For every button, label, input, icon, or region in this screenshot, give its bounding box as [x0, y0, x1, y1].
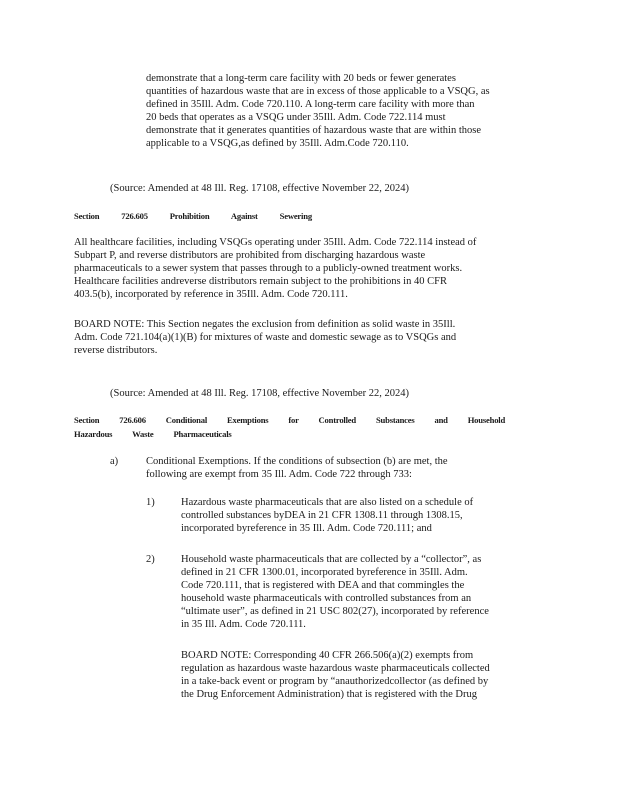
- text-line: pharmaceuticals to a sewer system that passes through to a publicly-owned treatment works.: [74, 262, 463, 274]
- section-heading: Section 726.605 Prohibition Against Sewering: [74, 211, 312, 221]
- board-note: [74, 319, 540, 358]
- text-line: Healthcare facilities andreverse distributors remain subject to the prohibitions in 40 CFR: [74, 275, 447, 287]
- text-line: reverse distributors.: [74, 344, 158, 356]
- text-line: regulation as hazardous waste hazardous waste pharmaceuticals collected: [181, 662, 490, 674]
- text-line: All healthcare facilities, including VSQGs operating under 35Ill. Adm. Code 722.114 instead of: [74, 237, 477, 248]
- text-line: Code 720.111, that is registered with DEA and that commingles the: [181, 579, 465, 591]
- text-line: following are exempt from 35 Ill. Adm. Code 722 through 733:: [146, 468, 412, 480]
- board-note: [181, 650, 541, 702]
- text-line: incorporated byreference in 35 Ill. Adm. Code 720.111; and: [181, 522, 432, 534]
- item-2-text: [181, 554, 541, 631]
- section-paragraph: [74, 237, 540, 302]
- text-line: demonstrate that it generates quantities of hazardous waste that are within those: [146, 124, 482, 136]
- text-line: controlled substances byDEA in 21 CFR 1308.11 through 1308.15,: [181, 509, 463, 521]
- item-label-1: 1): [146, 497, 155, 508]
- text-line: BOARD NOTE: Corresponding 40 CFR 266.506(a)(2) exempts from: [181, 650, 474, 661]
- text-line: Adm. Code 721.104(a)(1)(B) for mixtures of waste and domestic sewage as to VSQGs and: [74, 331, 457, 343]
- text-line: household waste pharmaceuticals with controlled substances from an: [181, 592, 472, 604]
- text-line: Subpart P, and reverse distributors are prohibited from discharging hazardous waste: [74, 249, 426, 261]
- text-line: 403.5(b), incorporated by reference in 35Ill. Adm. Code 720.111.: [74, 288, 348, 300]
- text-line: Conditional Exemptions. If the conditions of subsection (b) are met, the: [146, 456, 448, 467]
- text-line: in 35 Ill. Adm. Code 720.111.: [181, 618, 306, 630]
- source-note: (Source: Amended at 48 Ill. Reg. 17108, effective November 22, 2024): [110, 388, 409, 399]
- text-line: the Drug Enforcement Administration) that is registered with the Drug: [181, 688, 477, 700]
- text-line: quantities of hazardous waste that are in excess of those applicable to a VSQG, as: [146, 85, 490, 97]
- text-line: defined in 21 CFR 1300.01, incorporated byreference in 35Ill. Adm.: [181, 566, 468, 578]
- text-line: demonstrate that a long-term care facility with 20 beds or fewer generates: [146, 73, 456, 84]
- item-label-2: 2): [146, 554, 155, 565]
- item-label-a: a): [110, 456, 119, 467]
- source-note: (Source: Amended at 48 Ill. Reg. 17108, effective November 22, 2024): [110, 183, 409, 194]
- continued-paragraph: [146, 73, 540, 150]
- text-line: Household waste pharmaceuticals that are collected by a “collector”, as: [181, 554, 482, 565]
- text-line: defined in 35Ill. Adm. Code 720.110. A long-term care facility with more than: [146, 98, 475, 110]
- item-1-text: [181, 497, 541, 536]
- text-line: Hazardous waste pharmaceuticals that are also listed on a schedule of: [181, 497, 474, 508]
- section-heading: Section 726.606 Conditional Exemptions for Controlled Substances and Household: [74, 415, 506, 425]
- text-line: “ultimate user”, as defined in 21 USC 802(27), incorporated by reference: [181, 605, 489, 617]
- text-line: 20 beds that operates as a VSQG under 35Ill. Adm. Code 722.114 must: [146, 111, 446, 123]
- item-a-text: [146, 456, 540, 482]
- text-line: applicable to a VSQG,as defined by 35Ill. Adm.Code 720.110.: [146, 137, 409, 149]
- text-line: in a take-back event or program by “anauthorizedcollector (as defined by: [181, 675, 489, 687]
- section-heading-cont: Hazardous Waste Pharmaceuticals: [74, 429, 232, 439]
- text-line: BOARD NOTE: This Section negates the exclusion from definition as solid waste in 35Ill.: [74, 319, 456, 330]
